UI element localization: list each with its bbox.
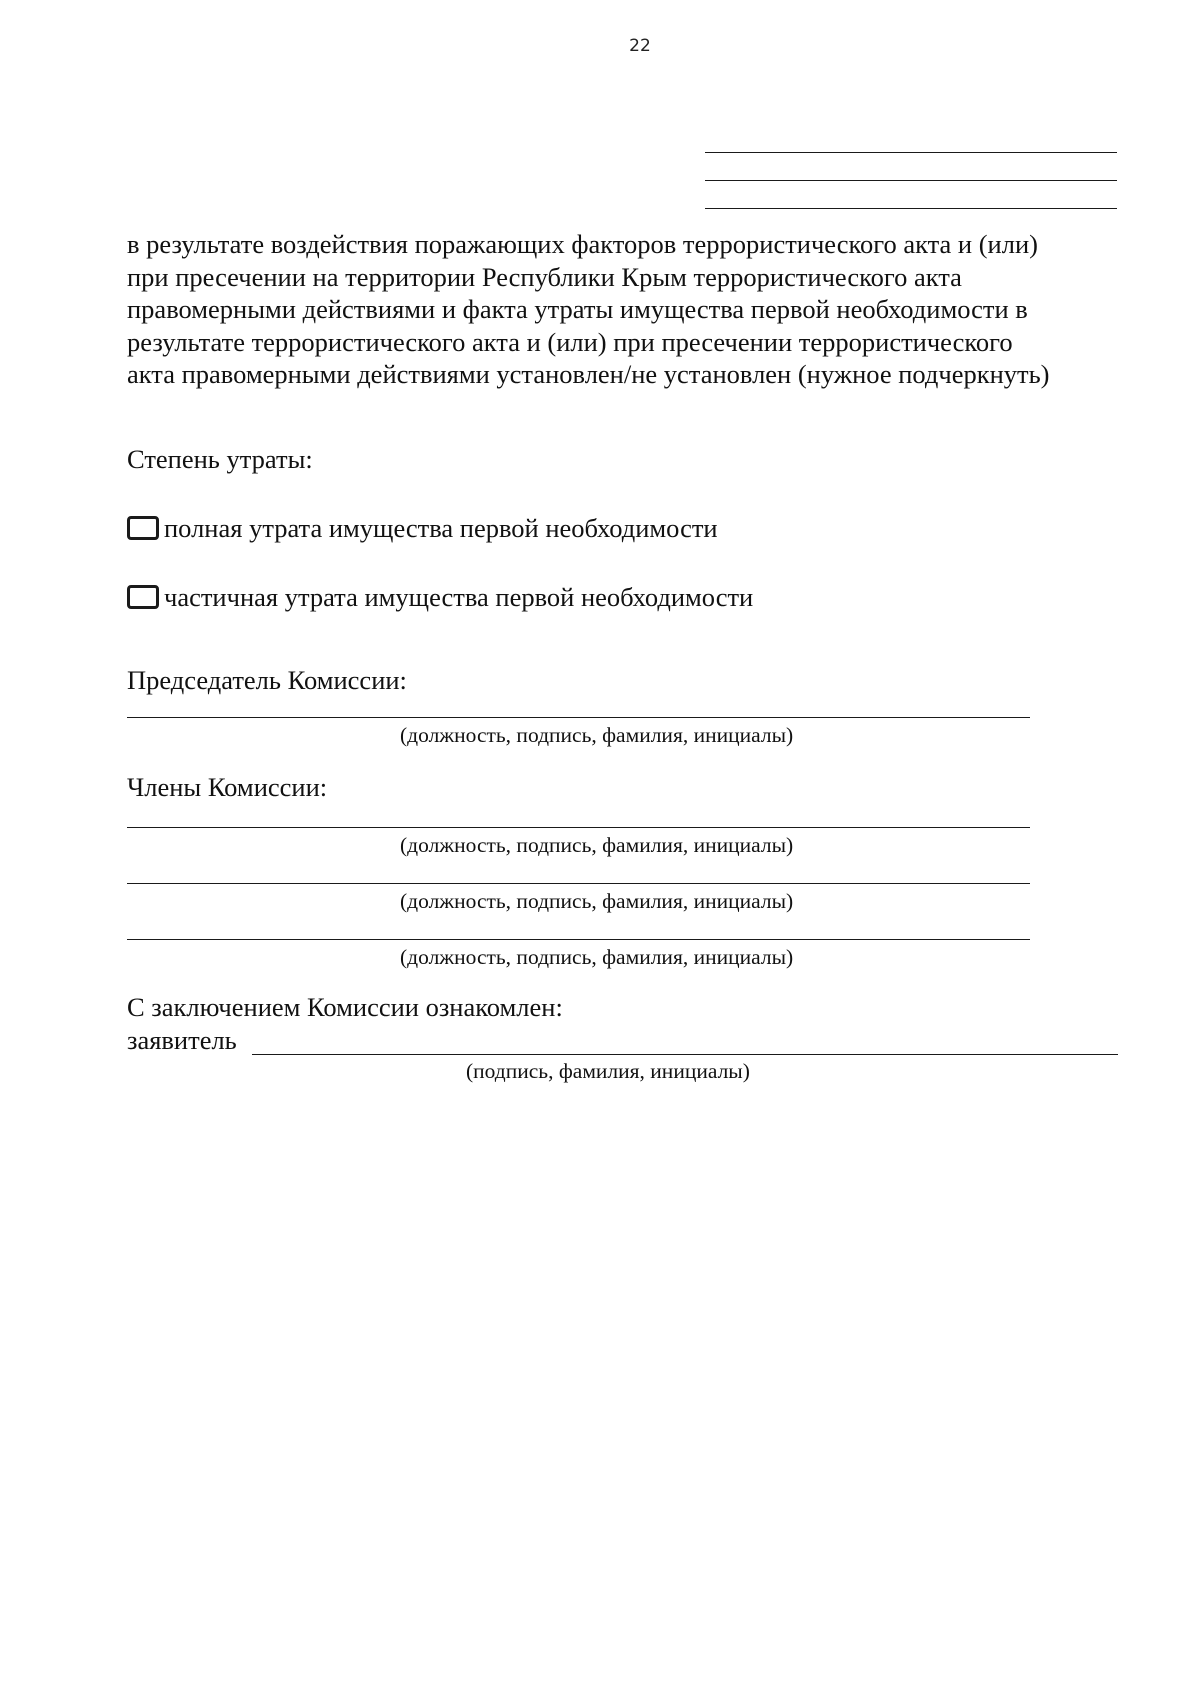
full-loss-checkbox[interactable] [127, 516, 159, 540]
partial-loss-label: частичная утрата имущества первой необходимости [164, 581, 754, 612]
member-signature-line-2[interactable] [127, 883, 1030, 884]
signature-caption: (должность, подпись, фамилия, инициалы) [400, 833, 794, 857]
partial-loss-checkbox[interactable] [127, 585, 159, 609]
member-signature-line-3[interactable] [127, 939, 1030, 940]
addressee-line-2[interactable] [705, 180, 1117, 181]
chairman-label: Председатель Комиссии: [127, 665, 407, 695]
members-label: Члены Комиссии: [127, 772, 328, 802]
full-loss-label: полная утрата имущества первой необходимости [164, 512, 718, 543]
degree-of-loss-label: Степень утраты: [127, 444, 313, 474]
signature-caption: (должность, подпись, фамилия, инициалы) [400, 889, 794, 913]
acknowledgement-label: С заключением Комиссии ознакомлен: [127, 992, 563, 1022]
member-signature-line-1[interactable] [127, 827, 1030, 828]
signature-caption: (должность, подпись, фамилия, инициалы) [400, 945, 794, 969]
signature-caption: (должность, подпись, фамилия, инициалы) [400, 723, 794, 747]
applicant-caption: (подпись, фамилия, инициалы) [466, 1059, 750, 1083]
applicant-signature-line[interactable] [252, 1054, 1118, 1055]
paragraph-line: при пресечении на территории Республики Крым террористического акта [127, 261, 962, 292]
full-loss-option[interactable] [127, 512, 718, 544]
conclusion-paragraph [127, 228, 1120, 391]
addressee-line-1[interactable] [705, 152, 1117, 153]
chairman-signature-line[interactable] [127, 717, 1030, 718]
paragraph-line: акта правомерными действиями установлен/не установлен (нужное подчеркнуть) [127, 359, 1050, 389]
paragraph-line: результате террористического акта и (или) при пресечении террористического [127, 326, 1013, 357]
partial-loss-option[interactable] [127, 581, 753, 613]
paragraph-line: правомерными действиями и факта утраты имущества первой необходимости в [127, 294, 1028, 324]
addressee-line-3[interactable] [705, 208, 1117, 209]
paragraph-line: в результате воздействия поражающих факторов террористического акта и (или) [127, 229, 1038, 259]
applicant-label: заявитель [127, 1025, 237, 1055]
page-number: 22 [629, 36, 651, 56]
